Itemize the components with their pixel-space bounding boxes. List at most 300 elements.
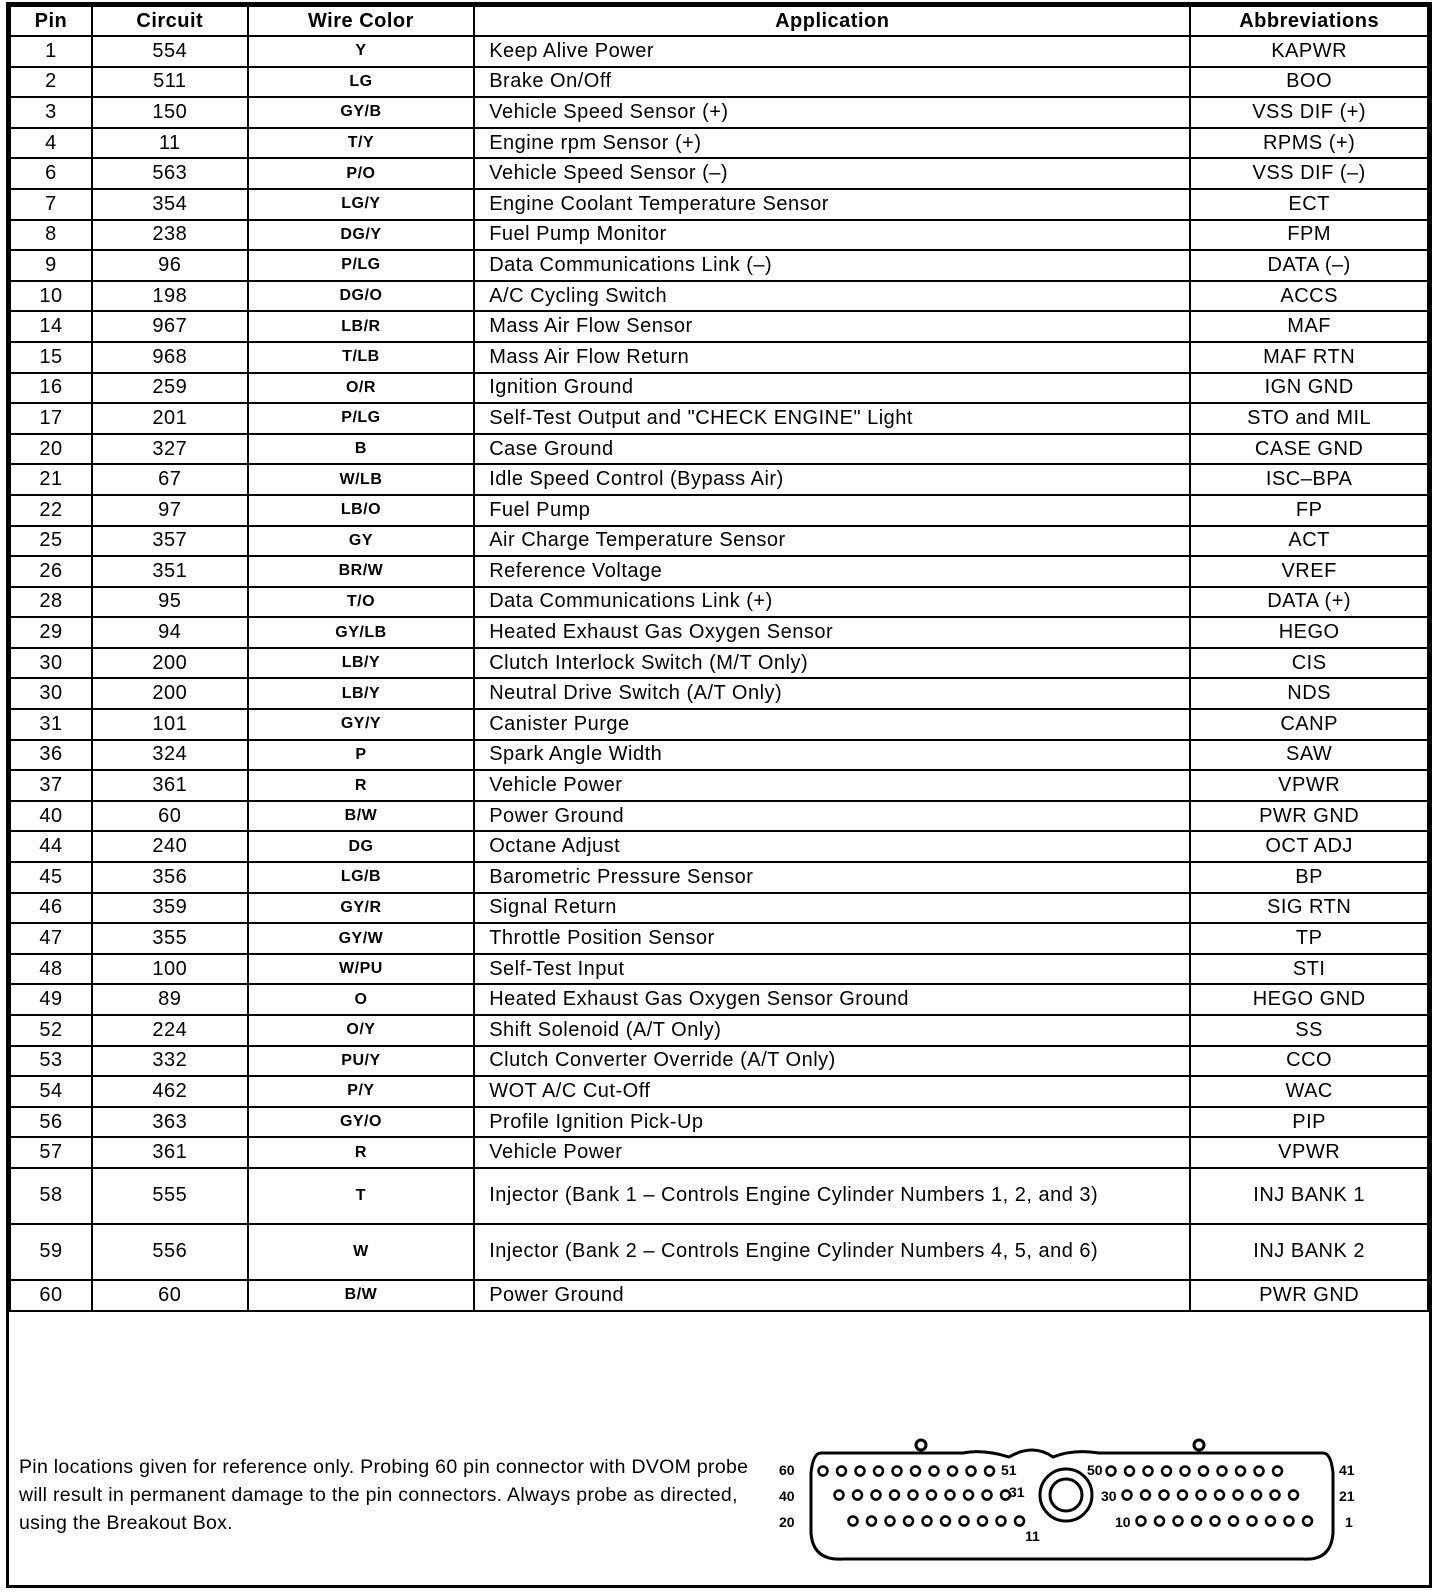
connector-pin <box>960 1517 969 1526</box>
connector-pin <box>1141 1491 1150 1500</box>
wire-color-cell: DG/O <box>248 281 475 312</box>
circuit-cell: 89 <box>92 984 248 1015</box>
circuit-cell: 200 <box>92 648 248 679</box>
circuit-cell: 967 <box>92 311 248 342</box>
circuit-cell: 359 <box>92 893 248 924</box>
pin-cell: 20 <box>10 434 92 465</box>
connector-pin <box>1192 1517 1201 1526</box>
circuit-cell: 100 <box>92 954 248 985</box>
abbreviation-cell: SS <box>1190 1015 1428 1046</box>
connector-pin <box>1229 1517 1238 1526</box>
pin-cell: 29 <box>10 617 92 648</box>
connector-pin <box>1199 1467 1208 1476</box>
table-row <box>10 526 1428 557</box>
circuit-cell: 238 <box>92 220 248 251</box>
abbreviation-cell: OCT ADJ <box>1190 831 1428 862</box>
pin-cell: 26 <box>10 556 92 587</box>
connector-label-41: 41 <box>1339 1462 1355 1478</box>
application-cell: Engine rpm Sensor (+) <box>474 128 1190 159</box>
header-pin: Pin <box>10 6 92 36</box>
circuit-cell: 361 <box>92 1137 248 1168</box>
application-cell: A/C Cycling Switch <box>474 281 1190 312</box>
table-header-row <box>10 6 1428 36</box>
circuit-cell: 94 <box>92 617 248 648</box>
table-row <box>10 373 1428 404</box>
wire-color-cell: GY/LB <box>248 617 475 648</box>
connector-label-20: 20 <box>779 1514 795 1530</box>
wire-color-cell: P <box>248 740 475 771</box>
abbreviation-cell: NDS <box>1190 678 1428 709</box>
connector-label-30: 30 <box>1101 1488 1117 1504</box>
wire-color-cell: B/W <box>248 801 475 832</box>
pin-cell: 9 <box>10 250 92 281</box>
application-cell: Vehicle Power <box>474 1137 1190 1168</box>
table-row <box>10 1137 1428 1168</box>
pin-cell: 40 <box>10 801 92 832</box>
connector-label-1: 1 <box>1345 1514 1353 1530</box>
connector-pin <box>904 1517 913 1526</box>
circuit-cell: 201 <box>92 403 248 434</box>
abbreviation-cell: MAF <box>1190 311 1428 342</box>
connector-tab-left <box>916 1440 926 1450</box>
circuit-cell: 240 <box>92 831 248 862</box>
connector-pin <box>1211 1517 1220 1526</box>
pin-cell: 52 <box>10 1015 92 1046</box>
circuit-cell: 200 <box>92 678 248 709</box>
abbreviation-cell: STI <box>1190 954 1428 985</box>
application-cell: Heated Exhaust Gas Oxygen Sensor Ground <box>474 984 1190 1015</box>
connector-pin <box>948 1467 957 1476</box>
circuit-cell: 67 <box>92 464 248 495</box>
connector-pin <box>923 1517 932 1526</box>
wire-color-cell: GY/W <box>248 923 475 954</box>
application-cell: Self-Test Output and "CHECK ENGINE" Light <box>474 403 1190 434</box>
application-cell: Signal Return <box>474 893 1190 924</box>
connector-pin <box>837 1467 846 1476</box>
connector-pin <box>1123 1491 1132 1500</box>
table-row <box>10 67 1428 98</box>
wire-color-cell: P/LG <box>248 250 475 281</box>
abbreviation-cell: VPWR <box>1190 1137 1428 1168</box>
connector-pin <box>819 1467 828 1476</box>
table-row <box>10 831 1428 862</box>
wire-color-cell: P/Y <box>248 1076 475 1107</box>
table-row <box>10 158 1428 189</box>
connector-pin <box>964 1491 973 1500</box>
abbreviation-cell: HEGO <box>1190 617 1428 648</box>
wire-color-cell: O/Y <box>248 1015 475 1046</box>
wire-color-cell: LG <box>248 67 475 98</box>
abbreviation-cell: BOO <box>1190 67 1428 98</box>
wire-color-cell: LB/Y <box>248 678 475 709</box>
table-row <box>10 97 1428 128</box>
table-row <box>10 1280 1428 1311</box>
abbreviation-cell: INJ BANK 1 <box>1190 1168 1428 1224</box>
circuit-cell: 11 <box>92 128 248 159</box>
pin-cell: 8 <box>10 220 92 251</box>
application-cell: Vehicle Speed Sensor (+) <box>474 97 1190 128</box>
pin-cell: 60 <box>10 1280 92 1311</box>
abbreviation-cell: SIG RTN <box>1190 893 1428 924</box>
abbreviation-cell: ACT <box>1190 526 1428 557</box>
application-cell: Octane Adjust <box>474 831 1190 862</box>
application-cell: Fuel Pump <box>474 495 1190 526</box>
pin-cell: 31 <box>10 709 92 740</box>
abbreviation-cell: CCO <box>1190 1046 1428 1077</box>
application-cell: Clutch Interlock Switch (M/T Only) <box>474 648 1190 679</box>
application-cell: Power Ground <box>474 1280 1190 1311</box>
abbreviation-cell: MAF RTN <box>1190 342 1428 373</box>
circuit-cell: 60 <box>92 801 248 832</box>
pin-cell: 16 <box>10 373 92 404</box>
pin-cell: 15 <box>10 342 92 373</box>
connector-pin <box>1273 1467 1282 1476</box>
pin-cell: 46 <box>10 893 92 924</box>
connector-pin <box>1174 1517 1183 1526</box>
wire-color-cell: DG <box>248 831 475 862</box>
wire-color-cell: Y <box>248 36 475 67</box>
wire-color-cell: W/LB <box>248 464 475 495</box>
circuit-cell: 224 <box>92 1015 248 1046</box>
pin-cell: 25 <box>10 526 92 557</box>
connector-pin <box>886 1517 895 1526</box>
connector-label-21: 21 <box>1339 1488 1355 1504</box>
pin-cell: 22 <box>10 495 92 526</box>
table-row <box>10 556 1428 587</box>
header-abbreviations: Abbreviations <box>1190 6 1428 36</box>
abbreviation-cell: DATA (–) <box>1190 250 1428 281</box>
abbreviation-cell: VSS DIF (–) <box>1190 158 1428 189</box>
circuit-cell: 60 <box>92 1280 248 1311</box>
connector-pin <box>853 1491 862 1500</box>
connector-pin <box>893 1467 902 1476</box>
connector-pin <box>1160 1491 1169 1500</box>
application-cell: Data Communications Link (+) <box>474 587 1190 618</box>
circuit-cell: 351 <box>92 556 248 587</box>
wire-color-cell: O/R <box>248 373 475 404</box>
wire-color-cell: DG/Y <box>248 220 475 251</box>
wire-color-cell: W/PU <box>248 954 475 985</box>
abbreviation-cell: HEGO GND <box>1190 984 1428 1015</box>
wire-color-cell: R <box>248 770 475 801</box>
pin-cell: 49 <box>10 984 92 1015</box>
connector-pin <box>941 1517 950 1526</box>
application-cell: Spark Angle Width <box>474 740 1190 771</box>
application-cell: Idle Speed Control (Bypass Air) <box>474 464 1190 495</box>
connector-pin <box>1255 1467 1264 1476</box>
connector-pin <box>890 1491 899 1500</box>
table-row <box>10 1168 1428 1224</box>
wire-color-cell: BR/W <box>248 556 475 587</box>
connector-pin <box>1215 1491 1224 1500</box>
table-row <box>10 709 1428 740</box>
connector-pin <box>1234 1491 1243 1500</box>
abbreviation-cell: KAPWR <box>1190 36 1428 67</box>
abbreviation-cell: STO and MIL <box>1190 403 1428 434</box>
table-body <box>10 36 1428 1311</box>
connector-pins <box>819 1467 1313 1526</box>
table-row <box>10 1015 1428 1046</box>
wire-color-cell: W <box>248 1224 475 1280</box>
table-row <box>10 648 1428 679</box>
application-cell: Reference Voltage <box>474 556 1190 587</box>
connector-pin <box>1289 1491 1298 1500</box>
abbreviation-cell: FP <box>1190 495 1428 526</box>
table-row <box>10 311 1428 342</box>
circuit-cell: 354 <box>92 189 248 220</box>
pin-cell: 2 <box>10 67 92 98</box>
table-row <box>10 984 1428 1015</box>
connector-center-ring <box>1040 1469 1092 1521</box>
application-cell: Air Charge Temperature Sensor <box>474 526 1190 557</box>
application-cell: Power Ground <box>474 801 1190 832</box>
table-row <box>10 36 1428 67</box>
table-row <box>10 250 1428 281</box>
wire-color-cell: PU/Y <box>248 1046 475 1077</box>
connector-pin <box>1252 1491 1261 1500</box>
application-cell: Engine Coolant Temperature Sensor <box>474 189 1190 220</box>
circuit-cell: 97 <box>92 495 248 526</box>
application-cell: WOT A/C Cut-Off <box>474 1076 1190 1107</box>
connector-pin <box>1271 1491 1280 1500</box>
wire-color-cell: O <box>248 984 475 1015</box>
application-cell: Fuel Pump Monitor <box>474 220 1190 251</box>
circuit-cell: 968 <box>92 342 248 373</box>
connector-pin <box>978 1517 987 1526</box>
application-cell: Case Ground <box>474 434 1190 465</box>
pin-cell: 36 <box>10 740 92 771</box>
connector-pin <box>927 1491 936 1500</box>
application-cell: Neutral Drive Switch (A/T Only) <box>474 678 1190 709</box>
application-cell: Ignition Ground <box>474 373 1190 404</box>
circuit-cell: 356 <box>92 862 248 893</box>
connector-pin <box>1015 1517 1024 1526</box>
table-row <box>10 464 1428 495</box>
table-row <box>10 1107 1428 1138</box>
connector-label-11: 11 <box>1025 1528 1040 1544</box>
connector-pin <box>985 1467 994 1476</box>
circuit-cell: 96 <box>92 250 248 281</box>
connector-pin <box>1285 1517 1294 1526</box>
wire-color-cell: LB/R <box>248 311 475 342</box>
footer-section <box>9 1413 1429 1585</box>
circuit-cell: 355 <box>92 923 248 954</box>
wire-color-cell: GY/O <box>248 1107 475 1138</box>
wire-color-cell: GY <box>248 526 475 557</box>
pin-cell: 14 <box>10 311 92 342</box>
table-row <box>10 281 1428 312</box>
application-cell: Throttle Position Sensor <box>474 923 1190 954</box>
connector-pin <box>1303 1517 1312 1526</box>
connector-pin <box>1178 1491 1187 1500</box>
pin-cell: 45 <box>10 862 92 893</box>
circuit-cell: 556 <box>92 1224 248 1280</box>
circuit-cell: 555 <box>92 1168 248 1224</box>
circuit-cell: 101 <box>92 709 248 740</box>
wire-color-cell: GY/R <box>248 893 475 924</box>
connector-pin <box>1137 1517 1146 1526</box>
application-cell: Data Communications Link (–) <box>474 250 1190 281</box>
table-row <box>10 189 1428 220</box>
circuit-cell: 150 <box>92 97 248 128</box>
application-cell: Vehicle Speed Sensor (–) <box>474 158 1190 189</box>
abbreviation-cell: CIS <box>1190 648 1428 679</box>
header-application: Application <box>474 6 1190 36</box>
abbreviation-cell: IGN GND <box>1190 373 1428 404</box>
pin-cell: 57 <box>10 1137 92 1168</box>
application-cell: Profile Ignition Pick-Up <box>474 1107 1190 1138</box>
application-cell: Brake On/Off <box>474 67 1190 98</box>
pin-cell: 44 <box>10 831 92 862</box>
table-row <box>10 770 1428 801</box>
abbreviation-cell: PWR GND <box>1190 1280 1428 1311</box>
table-row <box>10 587 1428 618</box>
connector-label-31: 31 <box>1009 1484 1025 1500</box>
circuit-cell: 363 <box>92 1107 248 1138</box>
table-row <box>10 862 1428 893</box>
pin-table <box>9 5 1429 1312</box>
pin-cell: 10 <box>10 281 92 312</box>
pin-cell: 28 <box>10 587 92 618</box>
connector-pin <box>997 1517 1006 1526</box>
table-row <box>10 893 1428 924</box>
table-row <box>10 128 1428 159</box>
pin-cell: 30 <box>10 648 92 679</box>
wire-color-cell: LB/O <box>248 495 475 526</box>
table-row <box>10 1046 1428 1077</box>
connector-pin <box>909 1491 918 1500</box>
wire-color-cell: R <box>248 1137 475 1168</box>
connector-pin <box>967 1467 976 1476</box>
table-row <box>10 1076 1428 1107</box>
application-cell: Vehicle Power <box>474 770 1190 801</box>
abbreviation-cell: BP <box>1190 862 1428 893</box>
pin-cell: 6 <box>10 158 92 189</box>
abbreviation-cell: INJ BANK 2 <box>1190 1224 1428 1280</box>
connector-pin <box>835 1491 844 1500</box>
pin-cell: 59 <box>10 1224 92 1280</box>
application-cell: Barometric Pressure Sensor <box>474 862 1190 893</box>
circuit-cell: 511 <box>92 67 248 98</box>
table-row <box>10 954 1428 985</box>
connector-pin <box>872 1491 881 1500</box>
abbreviation-cell: VPWR <box>1190 770 1428 801</box>
abbreviation-cell: PWR GND <box>1190 801 1428 832</box>
circuit-cell: 324 <box>92 740 248 771</box>
abbreviation-cell: SAW <box>1190 740 1428 771</box>
pin-chart-sheet <box>6 2 1432 1588</box>
pin-cell: 56 <box>10 1107 92 1138</box>
connector-pin <box>1218 1467 1227 1476</box>
abbreviation-cell: DATA (+) <box>1190 587 1428 618</box>
application-cell: Shift Solenoid (A/T Only) <box>474 1015 1190 1046</box>
table-row <box>10 923 1428 954</box>
circuit-cell: 361 <box>92 770 248 801</box>
pin-cell: 37 <box>10 770 92 801</box>
abbreviation-cell: RPMS (+) <box>1190 128 1428 159</box>
connector-label-50: 50 <box>1087 1462 1103 1478</box>
pin-cell: 54 <box>10 1076 92 1107</box>
circuit-cell: 95 <box>92 587 248 618</box>
abbreviation-cell: ISC–BPA <box>1190 464 1428 495</box>
wire-color-cell: LB/Y <box>248 648 475 679</box>
wire-color-cell: B/W <box>248 1280 475 1311</box>
connector-label-60: 60 <box>779 1462 795 1478</box>
table-row <box>10 1224 1428 1280</box>
connector-pin <box>856 1467 865 1476</box>
connector-diagram <box>779 1433 1373 1573</box>
abbreviation-cell: TP <box>1190 923 1428 954</box>
wire-color-cell: LG/B <box>248 862 475 893</box>
table-row <box>10 740 1428 771</box>
wire-color-cell: T/O <box>248 587 475 618</box>
connector-pin <box>1181 1467 1190 1476</box>
application-cell: Clutch Converter Override (A/T Only) <box>474 1046 1190 1077</box>
wire-color-cell: T/LB <box>248 342 475 373</box>
connector-pin <box>1144 1467 1153 1476</box>
connector-pin <box>1162 1467 1171 1476</box>
connector-pin <box>1107 1467 1116 1476</box>
table-row <box>10 678 1428 709</box>
circuit-cell: 554 <box>92 36 248 67</box>
application-cell: Mass Air Flow Sensor <box>474 311 1190 342</box>
application-cell: Injector (Bank 1 – Controls Engine Cylinder Numbers 1, 2, and 3) <box>474 1168 1190 1224</box>
wire-color-cell: T/Y <box>248 128 475 159</box>
abbreviation-cell: PIP <box>1190 1107 1428 1138</box>
table-row <box>10 342 1428 373</box>
circuit-cell: 563 <box>92 158 248 189</box>
connector-label-10: 10 <box>1115 1514 1131 1530</box>
pin-cell: 3 <box>10 97 92 128</box>
application-cell: Injector (Bank 2 – Controls Engine Cylinder Numbers 4, 5, and 6) <box>474 1224 1190 1280</box>
table-row <box>10 495 1428 526</box>
abbreviation-cell: ECT <box>1190 189 1428 220</box>
connector-pin <box>911 1467 920 1476</box>
connector-pin <box>1197 1491 1206 1500</box>
circuit-cell: 259 <box>92 373 248 404</box>
pin-cell: 21 <box>10 464 92 495</box>
connector-pin <box>1266 1517 1275 1526</box>
pin-cell: 1 <box>10 36 92 67</box>
wire-color-cell: GY/Y <box>248 709 475 740</box>
application-cell: Heated Exhaust Gas Oxygen Sensor <box>474 617 1190 648</box>
abbreviation-cell: VSS DIF (+) <box>1190 97 1428 128</box>
application-cell: Self-Test Input <box>474 954 1190 985</box>
circuit-cell: 357 <box>92 526 248 557</box>
abbreviation-cell: CANP <box>1190 709 1428 740</box>
connector-label-51: 51 <box>1001 1462 1017 1478</box>
connector-pin <box>1155 1517 1164 1526</box>
connector-pin <box>946 1491 955 1500</box>
abbreviation-cell: VREF <box>1190 556 1428 587</box>
pin-cell: 48 <box>10 954 92 985</box>
wire-color-cell: GY/B <box>248 97 475 128</box>
abbreviation-cell: CASE GND <box>1190 434 1428 465</box>
application-cell: Keep Alive Power <box>474 36 1190 67</box>
connector-pin <box>983 1491 992 1500</box>
header-circuit: Circuit <box>92 6 248 36</box>
connector-pin <box>930 1467 939 1476</box>
connector-outline <box>811 1450 1333 1559</box>
pin-cell: 58 <box>10 1168 92 1224</box>
connector-pin <box>849 1517 858 1526</box>
table-row <box>10 617 1428 648</box>
circuit-cell: 198 <box>92 281 248 312</box>
table-row <box>10 801 1428 832</box>
header-wire-color: Wire Color <box>248 6 475 36</box>
circuit-cell: 332 <box>92 1046 248 1077</box>
connector-pin <box>874 1467 883 1476</box>
